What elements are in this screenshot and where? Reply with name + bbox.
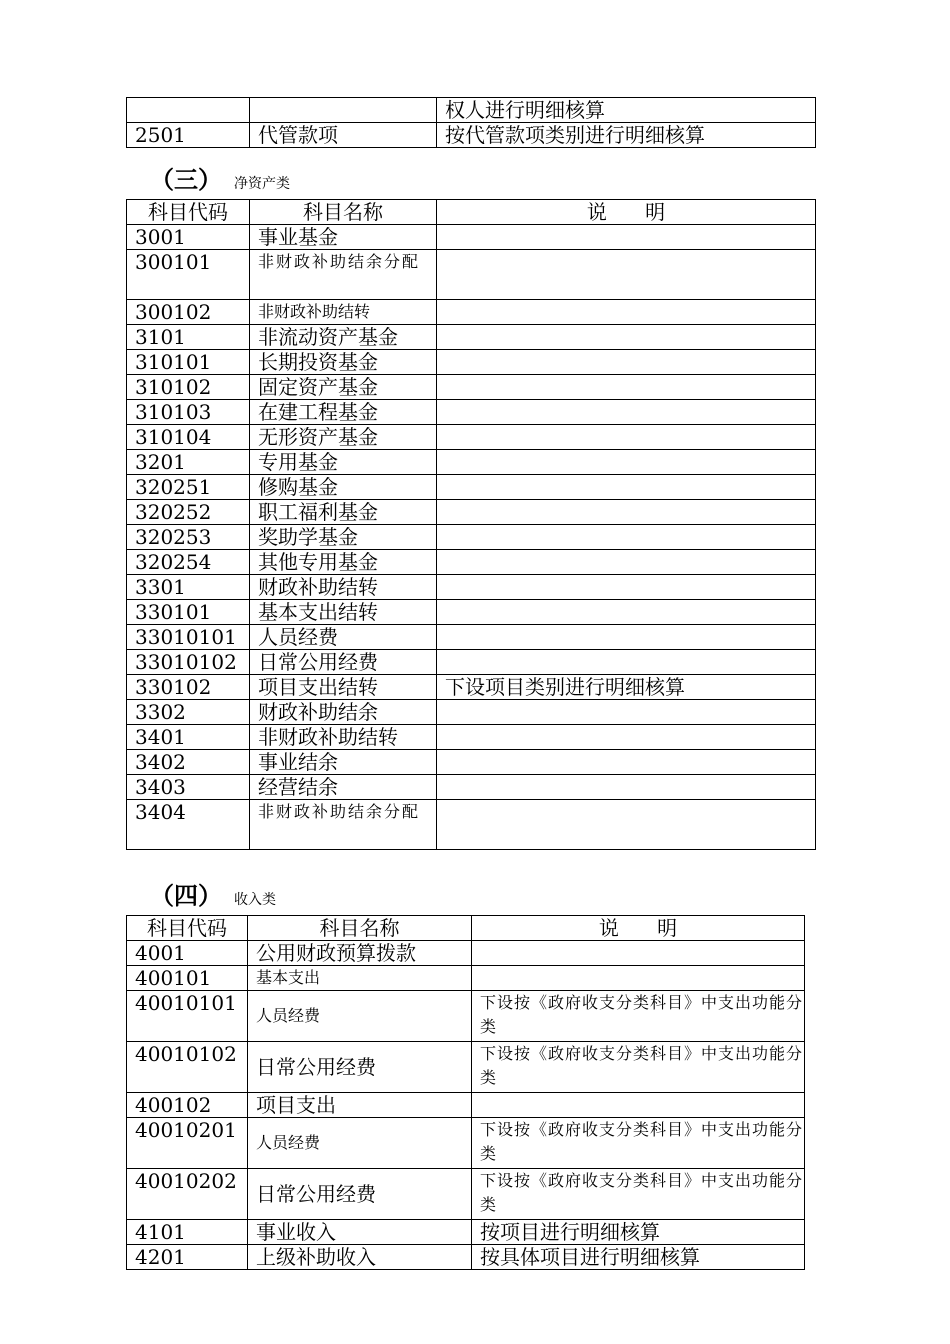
name-cell: 项目支出结转 xyxy=(250,675,437,700)
table-row xyxy=(127,600,816,625)
code-cell: 33010101 xyxy=(127,625,250,650)
code-cell: 40010202 xyxy=(127,1169,248,1220)
name-cell: 日常公用经费 xyxy=(248,1042,472,1093)
table-row xyxy=(127,650,816,675)
code-cell: 3403 xyxy=(127,775,250,800)
table-row xyxy=(127,1118,805,1169)
table-row xyxy=(127,375,816,400)
table-row xyxy=(127,123,816,148)
section-title: 收入类 xyxy=(234,892,276,908)
table-row xyxy=(127,475,816,500)
table-row xyxy=(127,725,816,750)
note-cell: 按项目进行明细核算 xyxy=(472,1220,805,1245)
header-note: 说 明 xyxy=(472,916,805,941)
name-cell: 修购基金 xyxy=(250,475,437,500)
note-cell xyxy=(437,750,816,775)
code-cell: 320254 xyxy=(127,550,250,575)
name-cell: 事业基金 xyxy=(250,225,437,250)
note-cell: 下设按《政府收支分类科目》中支出功能分类 xyxy=(472,1118,805,1169)
section-4-heading xyxy=(150,876,276,911)
code-cell: 3402 xyxy=(127,750,250,775)
note-cell xyxy=(437,250,816,300)
income-table xyxy=(126,915,805,1270)
code-cell: 330102 xyxy=(127,675,250,700)
table-row xyxy=(127,250,816,300)
note-cell xyxy=(437,575,816,600)
code-cell: 2501 xyxy=(127,123,250,148)
note-cell xyxy=(437,650,816,675)
code-cell: 3001 xyxy=(127,225,250,250)
code-cell: 40010101 xyxy=(127,991,248,1042)
section-number: （三） xyxy=(150,166,222,194)
code-cell: 4201 xyxy=(127,1245,248,1270)
table-row xyxy=(127,1042,805,1093)
code-cell: 320252 xyxy=(127,500,250,525)
code-cell: 320253 xyxy=(127,525,250,550)
table-row xyxy=(127,350,816,375)
code-cell: 310103 xyxy=(127,400,250,425)
code-cell: 320251 xyxy=(127,475,250,500)
note-cell xyxy=(437,350,816,375)
code-cell: 400101 xyxy=(127,966,248,991)
table-row xyxy=(127,325,816,350)
table-row xyxy=(127,1220,805,1245)
header-note: 说 明 xyxy=(437,200,816,225)
header-name: 科目名称 xyxy=(248,916,472,941)
code-cell: 33010102 xyxy=(127,650,250,675)
code-cell: 300101 xyxy=(127,250,250,300)
name-cell: 非财政补助结转 xyxy=(250,725,437,750)
note-cell: 下设按《政府收支分类科目》中支出功能分类 xyxy=(472,1169,805,1220)
code-cell: 3302 xyxy=(127,700,250,725)
name-cell: 奖助学基金 xyxy=(250,525,437,550)
code-cell: 310101 xyxy=(127,350,250,375)
code-cell: 400102 xyxy=(127,1093,248,1118)
name-cell: 财政补助结余 xyxy=(250,700,437,725)
name-cell: 事业收入 xyxy=(248,1220,472,1245)
note-cell xyxy=(437,525,816,550)
note-cell xyxy=(437,300,816,325)
table-row xyxy=(127,225,816,250)
note-cell xyxy=(437,425,816,450)
name-cell: 公用财政预算拨款 xyxy=(248,941,472,966)
table-row xyxy=(127,400,816,425)
table-row xyxy=(127,775,816,800)
note-cell xyxy=(437,800,816,850)
note-cell xyxy=(437,375,816,400)
name-cell: 固定资产基金 xyxy=(250,375,437,400)
table-row xyxy=(127,625,816,650)
code-cell: 330101 xyxy=(127,600,250,625)
note-cell: 下设项目类别进行明细核算 xyxy=(437,675,816,700)
table-row xyxy=(127,991,805,1042)
name-cell: 非财政补助结余分配 xyxy=(250,800,437,850)
code-cell: 310104 xyxy=(127,425,250,450)
table-row xyxy=(127,941,805,966)
table-row xyxy=(127,700,816,725)
note-cell xyxy=(472,966,805,991)
name-cell: 基本支出结转 xyxy=(250,600,437,625)
table-row xyxy=(127,500,816,525)
code-cell: 3201 xyxy=(127,450,250,475)
name-cell: 非流动资产基金 xyxy=(250,325,437,350)
note-cell: 下设按《政府收支分类科目》中支出功能分类 xyxy=(472,1042,805,1093)
section-number: （四） xyxy=(150,882,222,910)
table-row xyxy=(127,800,816,850)
name-cell: 基本支出 xyxy=(248,966,472,991)
header-code: 科目代码 xyxy=(127,916,248,941)
note-cell xyxy=(437,600,816,625)
note-cell xyxy=(437,475,816,500)
table-row xyxy=(127,1245,805,1270)
name-cell: 在建工程基金 xyxy=(250,400,437,425)
table-row xyxy=(127,575,816,600)
table-header-row xyxy=(127,916,805,941)
name-cell: 人员经费 xyxy=(250,625,437,650)
name-cell: 其他专用基金 xyxy=(250,550,437,575)
table-row xyxy=(127,750,816,775)
note-cell xyxy=(437,775,816,800)
header-code: 科目代码 xyxy=(127,200,250,225)
note-cell xyxy=(437,400,816,425)
section-title: 净资产类 xyxy=(234,176,290,192)
name-cell: 项目支出 xyxy=(248,1093,472,1118)
code-cell: 40010201 xyxy=(127,1118,248,1169)
table-row xyxy=(127,1093,805,1118)
name-cell: 人员经费 xyxy=(248,1118,472,1169)
name-cell: 无形资产基金 xyxy=(250,425,437,450)
net-assets-table xyxy=(126,199,816,850)
header-name: 科目名称 xyxy=(250,200,437,225)
name-cell: 非财政补助结余分配 xyxy=(250,250,437,300)
name-cell: 经营结余 xyxy=(250,775,437,800)
note-cell xyxy=(437,625,816,650)
code-cell: 3401 xyxy=(127,725,250,750)
code-cell: 300102 xyxy=(127,300,250,325)
code-cell: 4001 xyxy=(127,941,248,966)
note-cell xyxy=(437,500,816,525)
table-row xyxy=(127,675,816,700)
code-cell: 40010102 xyxy=(127,1042,248,1093)
table-row xyxy=(127,300,816,325)
section-3-heading xyxy=(150,160,290,195)
note-cell: 按代管款项类别进行明细核算 xyxy=(437,123,816,148)
table-row xyxy=(127,1169,805,1220)
name-cell: 长期投资基金 xyxy=(250,350,437,375)
name-cell: 财政补助结转 xyxy=(250,575,437,600)
code-cell: 3404 xyxy=(127,800,250,850)
table-row xyxy=(127,966,805,991)
code-cell: 310102 xyxy=(127,375,250,400)
note-cell xyxy=(437,725,816,750)
name-cell: 上级补助收入 xyxy=(248,1245,472,1270)
name-cell xyxy=(250,98,437,123)
note-cell: 权人进行明细核算 xyxy=(437,98,816,123)
name-cell: 职工福利基金 xyxy=(250,500,437,525)
table-row xyxy=(127,98,816,123)
table-row xyxy=(127,550,816,575)
liabilities-table-continued xyxy=(126,97,816,148)
name-cell: 人员经费 xyxy=(248,991,472,1042)
table-row xyxy=(127,450,816,475)
note-cell xyxy=(437,450,816,475)
code-cell: 3301 xyxy=(127,575,250,600)
note-cell xyxy=(437,550,816,575)
name-cell: 非财政补助结转 xyxy=(250,300,437,325)
table-row xyxy=(127,525,816,550)
note-cell xyxy=(472,941,805,966)
note-cell xyxy=(437,325,816,350)
table-row xyxy=(127,425,816,450)
name-cell: 事业结余 xyxy=(250,750,437,775)
note-cell xyxy=(437,225,816,250)
note-cell xyxy=(437,700,816,725)
code-cell xyxy=(127,98,250,123)
note-cell: 下设按《政府收支分类科目》中支出功能分类 xyxy=(472,991,805,1042)
name-cell: 专用基金 xyxy=(250,450,437,475)
code-cell: 4101 xyxy=(127,1220,248,1245)
table-header-row xyxy=(127,200,816,225)
name-cell: 日常公用经费 xyxy=(248,1169,472,1220)
name-cell: 日常公用经费 xyxy=(250,650,437,675)
name-cell: 代管款项 xyxy=(250,123,437,148)
code-cell: 3101 xyxy=(127,325,250,350)
note-cell: 按具体项目进行明细核算 xyxy=(472,1245,805,1270)
note-cell xyxy=(472,1093,805,1118)
